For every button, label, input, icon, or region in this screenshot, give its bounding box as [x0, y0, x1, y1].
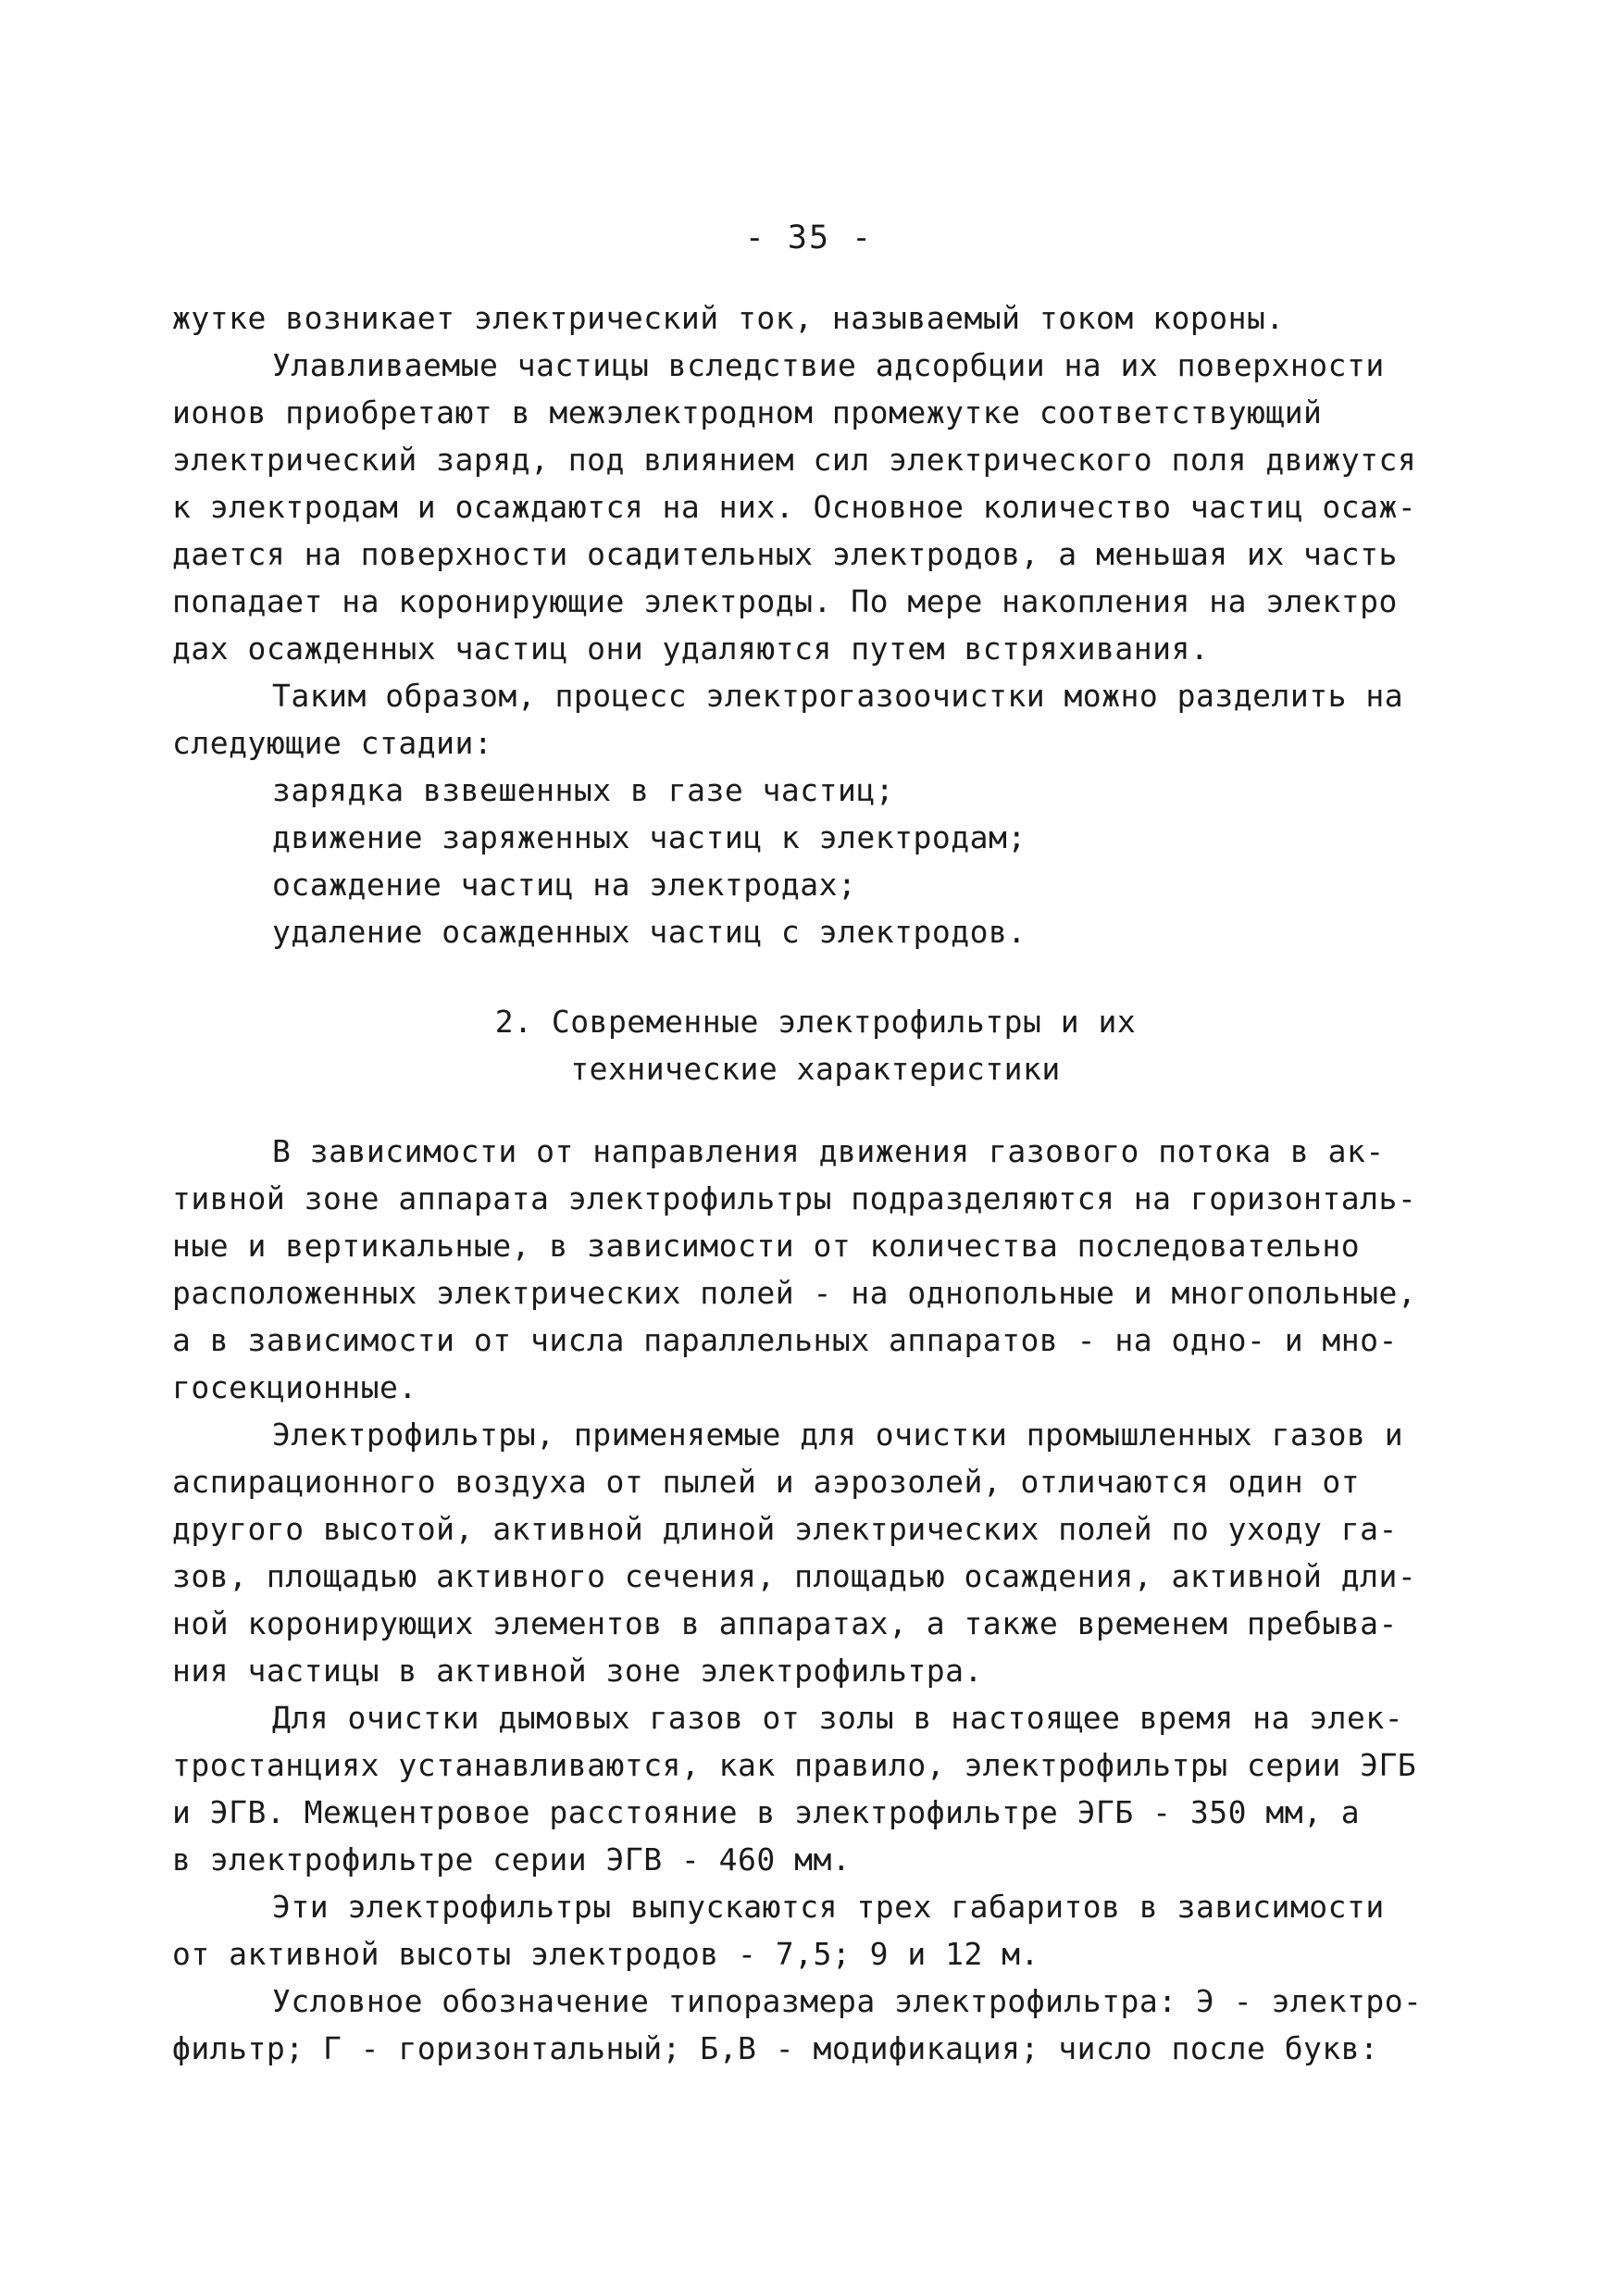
intro-line: жутке возникает электрический ток, называемый током короны. — [172, 300, 1285, 336]
list-item: осаждение частиц на электродах; — [272, 867, 857, 903]
text-line: Улавливаемые частицы вследствие адсорбции на их поверхности — [272, 347, 1385, 383]
text-line: другого высотой, активной длиной электрических полей по уходу га- — [172, 1511, 1398, 1547]
list-item: движение заряженных частиц к электродам; — [272, 819, 1027, 855]
text-line: фильтр; Г - горизонтальный; Б,В - модификация; число после букв: — [172, 2030, 1379, 2066]
list-item: удаление осажденных частиц с электродов. — [272, 914, 1027, 950]
text-line: аспирационного воздуха от пылей и аэрозолей, отличаются один от — [172, 1464, 1361, 1500]
text-line: зов, площадью активного сечения, площадью осаждения, активной дли- — [172, 1558, 1417, 1594]
paragraph-2 — [172, 672, 1459, 767]
text-line: попадает на коронирующие электроды. По мере накопления на электро — [172, 583, 1398, 619]
text-line: тростанциях устанавливаются, как правило, электрофильтры серии ЭГБ — [172, 1747, 1417, 1783]
text-line: от активной высоты электродов - 7,5; 9 и 12 м. — [172, 1936, 1039, 1972]
paragraph-5 — [172, 1694, 1459, 1883]
text-line: следующие стадии: — [172, 725, 493, 761]
body-text — [172, 294, 1459, 2072]
text-line: ния частицы в активной зоне электрофильтра. — [172, 1653, 983, 1689]
text-line: в электрофильтре серии ЭГВ - 460 мм. — [172, 1841, 852, 1878]
paragraph-6 — [172, 1883, 1459, 1978]
text-line: и ЭГВ. Межцентровое расстояние в электрофильтре ЭГБ - 350 мм, а — [172, 1794, 1361, 1830]
text-line: Электрофильтры, применяемые для очистки промышленных газов и — [272, 1416, 1404, 1453]
paragraph-7 — [172, 1978, 1459, 2072]
paragraph-3 — [172, 1128, 1459, 1411]
text-line: расположенных электрических полей - на однопольные и многопольные, — [172, 1275, 1417, 1311]
paragraph-1 — [172, 342, 1459, 672]
heading-line: технические характеристики — [570, 1051, 1061, 1087]
text-line: Условное обозначение типоразмера электрофильтра: Э - электро- — [272, 1983, 1423, 2019]
stages-list — [172, 767, 1459, 955]
text-line: ные и вертикальные, в зависимости от количества последовательно — [172, 1228, 1361, 1264]
section-heading — [172, 998, 1459, 1092]
text-line: тивной зоне аппарата электрофильтры подразделяются на горизонталь- — [172, 1180, 1417, 1217]
text-line: В зависимости от направления движения газового потока в ак- — [272, 1133, 1385, 1169]
text-line: дается на поверхности осадительных электродов, а меньшая их часть — [172, 536, 1398, 572]
paragraph-4 — [172, 1411, 1459, 1694]
heading-line: 2. Современные электрофильтры и их — [494, 1004, 1137, 1040]
text-line: а в зависимости от числа параллельных аппаратов - на одно- и мно- — [172, 1322, 1398, 1358]
text-line: ионов приобретают в межэлектродном промежутке соответствующий — [172, 394, 1323, 430]
spacer — [172, 955, 1459, 998]
text-line: ной коронирующих элементов в аппаратах, а также временем пребыва- — [172, 1605, 1398, 1641]
text-line: Эти электрофильтры выпускаются трех габаритов в зависимости — [272, 1889, 1385, 1925]
page-number: - 35 - — [744, 219, 874, 256]
text-line: Для очистки дымовых газов от золы в настоящее время на элек- — [272, 1700, 1404, 1736]
text-line: госекционные. — [172, 1369, 417, 1405]
text-line: Таким образом, процесс электрогазоочистки можно разделить на — [272, 678, 1404, 714]
text-line: к электродам и осаждаются на них. Основное количество частиц осаж- — [172, 489, 1417, 525]
list-item: зарядка взвешенных в газе частиц; — [272, 772, 895, 808]
text-line: электрический заряд, под влиянием сил электрического поля движутся — [172, 442, 1417, 478]
text-line: дах осажденных частиц они удаляются путем встряхивания. — [172, 630, 1210, 667]
spacer — [172, 1092, 1459, 1128]
